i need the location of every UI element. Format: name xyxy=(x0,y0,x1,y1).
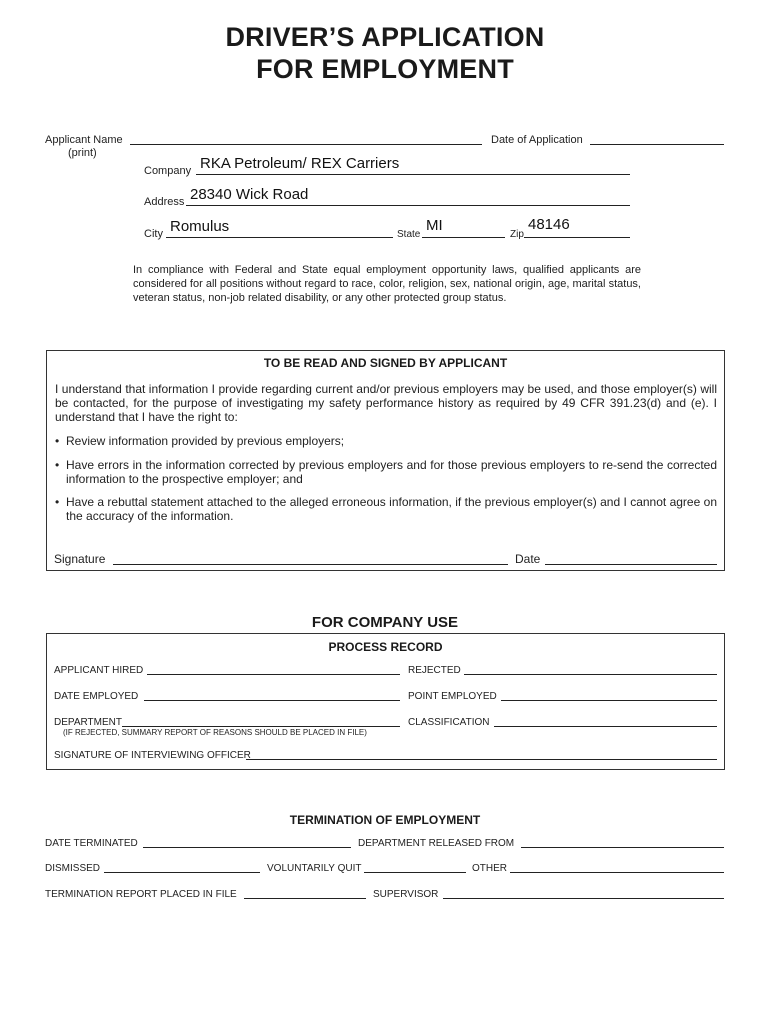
bullet-text: Have a rebuttal statement attached to the alleged erroneous information, if the previous employer(s) and I cannot agree on the accuracy of the information. xyxy=(66,495,717,523)
bullet-text: Review information provided by previous employers; xyxy=(66,434,345,448)
zip-field[interactable] xyxy=(524,237,630,238)
state-value: MI xyxy=(426,217,443,234)
applicant-name-sublabel: (print) xyxy=(68,147,97,159)
applicant-name-field[interactable] xyxy=(130,144,482,145)
voluntarily-quit-label: VOLUNTARILY QUIT xyxy=(267,863,362,874)
department-released-label: DEPARTMENT RELEASED FROM xyxy=(358,838,515,849)
department-label: DEPARTMENT xyxy=(54,717,122,728)
form-title-line2: FOR EMPLOYMENT xyxy=(256,54,514,84)
bullet-item xyxy=(55,495,717,523)
date-employed-field[interactable] xyxy=(144,700,400,701)
signature-label: Signature xyxy=(54,552,106,566)
voluntarily-quit-field[interactable] xyxy=(364,872,466,873)
company-use-title: FOR COMPANY USE xyxy=(311,614,459,631)
interviewing-officer-label: SIGNATURE OF INTERVIEWING OFFICER xyxy=(54,750,251,761)
dismissed-field[interactable] xyxy=(104,872,260,873)
applicant-name-label: Applicant Name xyxy=(45,134,123,146)
signature-date-label: Date xyxy=(515,552,541,566)
company-field[interactable] xyxy=(196,174,630,175)
applicant-statement-heading: TO BE READ AND SIGNED BY APPLICANT xyxy=(263,356,508,370)
state-label: State xyxy=(397,229,421,240)
classification-label: CLASSIFICATION xyxy=(408,717,490,728)
bullet-item xyxy=(55,434,717,448)
point-employed-label: POINT EMPLOYED xyxy=(408,691,497,702)
applicant-hired-label: APPLICANT HIRED xyxy=(54,665,144,676)
state-field[interactable] xyxy=(422,237,505,238)
applicant-statement-box xyxy=(46,350,725,571)
interviewing-officer-field[interactable] xyxy=(246,759,717,760)
rejected-label: REJECTED xyxy=(408,665,461,676)
other-field[interactable] xyxy=(510,872,724,873)
process-record-heading: PROCESS RECORD xyxy=(328,640,443,654)
report-placed-label: TERMINATION REPORT PLACED IN FILE xyxy=(45,889,237,900)
other-label: OTHER xyxy=(472,863,507,874)
bullet-text: Have errors in the information corrected by previous employers and for those previous employers to re-send the corrected information to the prospective employer; and xyxy=(66,458,717,486)
bullet-item xyxy=(55,458,717,486)
applicant-hired-field[interactable] xyxy=(147,674,400,675)
city-value: Romulus xyxy=(170,218,230,235)
address-value: 28340 Wick Road xyxy=(190,186,309,203)
date-of-application-label: Date of Application xyxy=(491,134,583,146)
city-field[interactable] xyxy=(166,237,393,238)
bullet-dot-icon: • xyxy=(55,458,60,472)
signature-field[interactable] xyxy=(113,564,508,565)
date-employed-label: DATE EMPLOYED xyxy=(54,691,139,702)
address-field[interactable] xyxy=(186,205,630,206)
applicant-statement-intro: I understand that information I provide regarding current and/or previous employers may be used, and those employer(s) will be contacted, for the purpose of investigating my safety performance history as required by 49 CFR 391.23(d) and (e). I understand that I have the right to: xyxy=(55,382,717,424)
company-label: Company xyxy=(144,165,192,177)
department-note: (IF REJECTED, SUMMARY REPORT OF REASONS SHOULD BE PLACED IN FILE) xyxy=(63,728,367,737)
date-terminated-field[interactable] xyxy=(143,847,351,848)
form-title-line1: DRIVER’S APPLICATION xyxy=(225,22,545,52)
bullet-dot-icon: • xyxy=(55,495,60,509)
company-value: RKA Petroleum/ REX Carriers xyxy=(200,155,400,172)
termination-heading: TERMINATION OF EMPLOYMENT xyxy=(289,813,481,827)
supervisor-field[interactable] xyxy=(443,898,724,899)
process-record-box xyxy=(46,633,725,770)
eeo-notice: In compliance with Federal and State equal employment opportunity laws, qualified applicants are considered for all positions without regard to race, color, religion, sex, national origin, age, marital status, veteran status, non-job related disability, or any other protected group status. xyxy=(133,264,641,304)
rejected-field[interactable] xyxy=(464,674,717,675)
classification-field[interactable] xyxy=(494,726,717,727)
dismissed-label: DISMISSED xyxy=(45,863,101,874)
zip-value: 48146 xyxy=(528,216,570,233)
point-employed-field[interactable] xyxy=(501,700,717,701)
date-terminated-label: DATE TERMINATED xyxy=(45,838,138,849)
supervisor-label: SUPERVISOR xyxy=(373,889,439,900)
bullet-dot-icon: • xyxy=(55,434,60,448)
address-label: Address xyxy=(144,196,185,208)
report-placed-field[interactable] xyxy=(244,898,366,899)
department-released-field[interactable] xyxy=(521,847,724,848)
zip-label: Zip xyxy=(510,229,524,240)
date-of-application-field[interactable] xyxy=(590,144,724,145)
signature-date-field[interactable] xyxy=(545,564,717,565)
city-label: City xyxy=(144,228,163,240)
department-field[interactable] xyxy=(122,726,400,727)
